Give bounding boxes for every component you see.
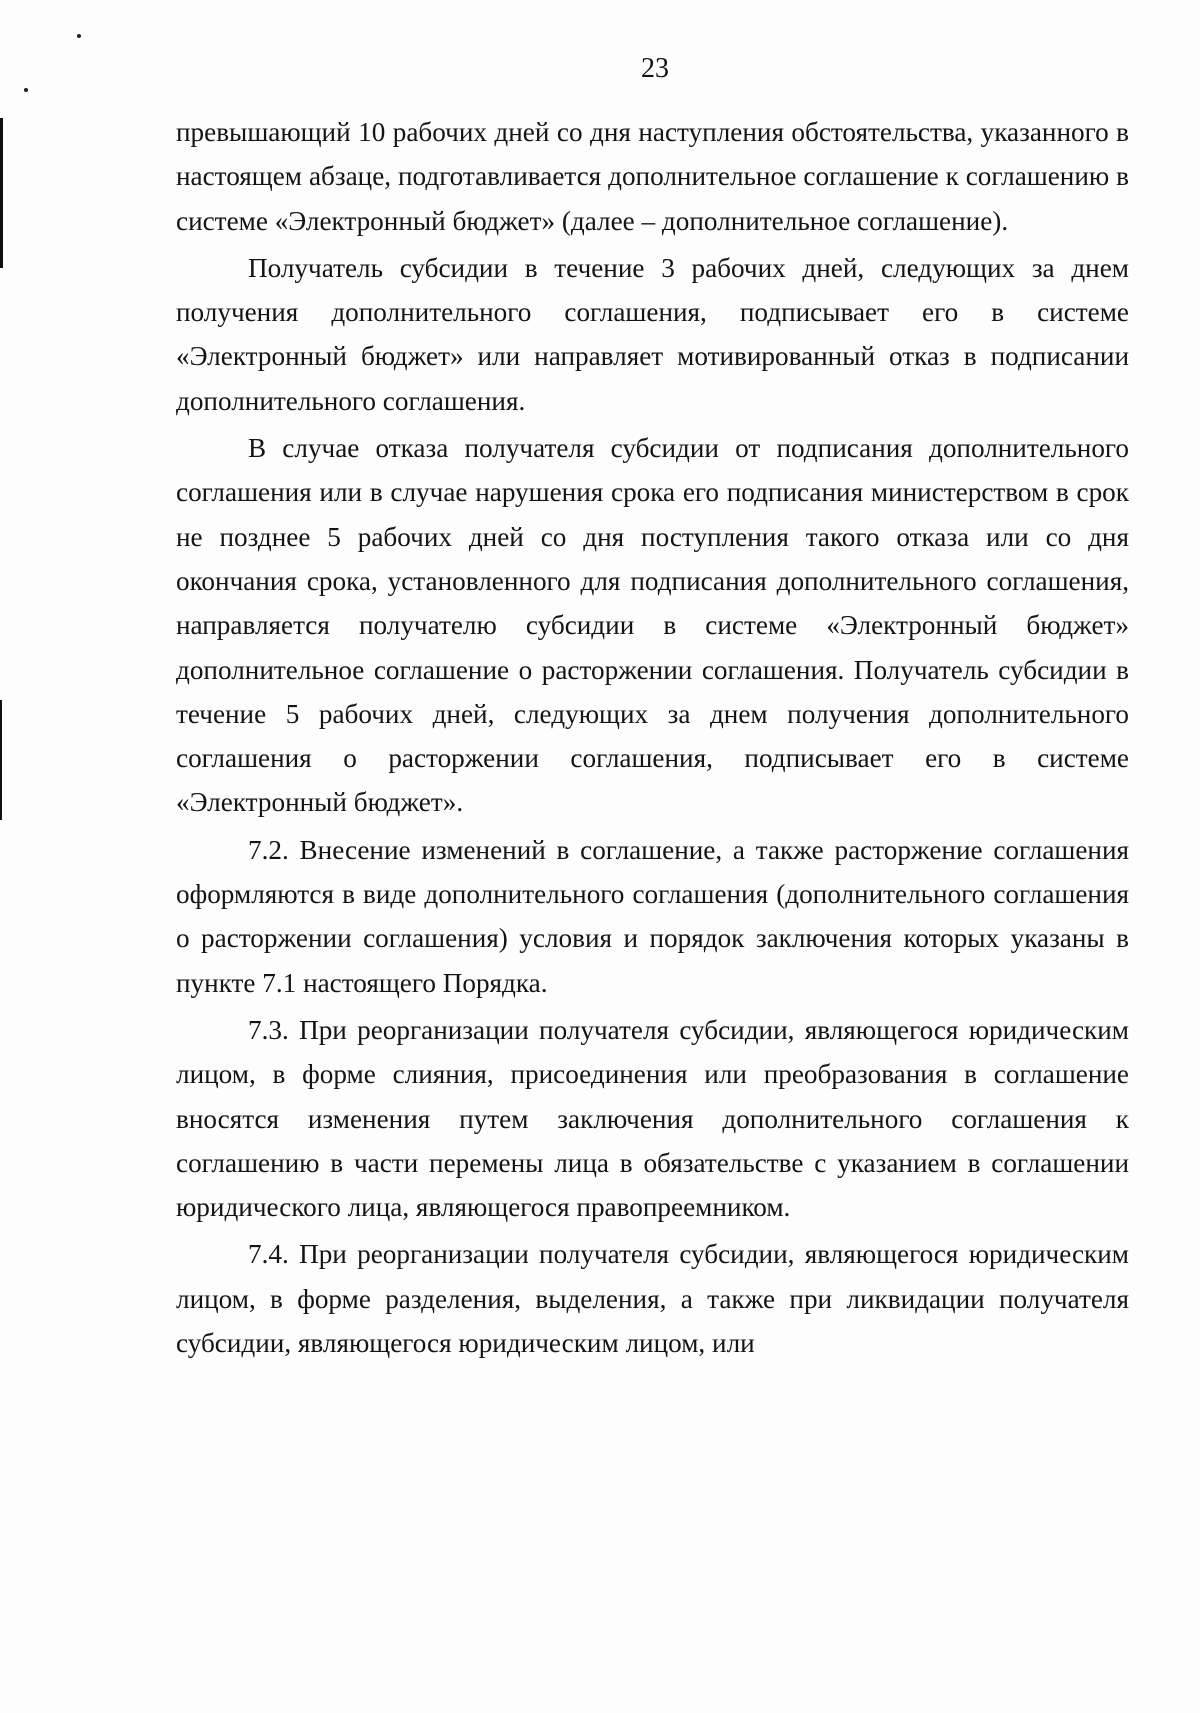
scan-edge-line	[0, 118, 3, 268]
paragraph-recipient-signs: Получатель субсидии в течение 3 рабочих дней, следующих за днем получения дополнительного соглашения, подписывает его в системе «Электронный бюджет» или направляет мотивированный отказ в подписании дополнительного соглашения.	[176, 252, 1129, 416]
scan-speck	[24, 88, 28, 92]
paragraph-refusal-case: В случае отказа получателя субсидии от подписания дополнительного соглашения или в случае нарушения срока его подписания министерством в срок не позднее 5 рабочих дней со дня поступления такого отказа или со дня окончания срока, установленного для подписания дополнительного соглашения, направляется получателю субсидии в системе «Электронный бюджет» дополнительное соглашение о расторжении соглашения. Получатель субсидии в течение 5 рабочих дней, следующих за днем получения дополнительного соглашения о расторжении соглашения, подписывает его в системе «Электронный бюджет».	[176, 433, 1129, 818]
paragraph-item-7-4: 7.4. При реорганизации получателя субсидии, являющегося юридическим лицом, в форме разделения, выделения, а также при ликвидации получателя субсидии, являющегося юридическим лицом, или	[176, 1239, 1129, 1359]
scan-speck	[77, 34, 81, 38]
paragraph-item-7-2: 7.2. Внесение изменений в соглашение, а также расторжение соглашения оформляются в виде дополнительного соглашения (дополнительного соглашения о расторжении соглашения) условия и порядок заключения которых указаны в пункте 7.1 настоящего Порядка.	[176, 834, 1129, 998]
page-number: 23	[641, 53, 669, 84]
paragraph-continuation: превышающий 10 рабочих дней со дня наступления обстоятельства, указанного в настоящем абзаце, подготавливается дополнительное соглашение к соглашению в системе «Электронный бюджет» (далее – дополнительное соглашение).	[176, 117, 1129, 236]
paragraph-item-7-3: 7.3. При реорганизации получателя субсидии, являющегося юридическим лицом, в форме слияния, присоединения или преобразования в соглашение вносятся изменения путем заключения дополнительного соглашения к соглашению в части перемены лица в обязательстве с указанием в соглашении юридического лица, являющегося правопреемником.	[176, 1014, 1129, 1223]
scan-edge-line	[0, 700, 2, 820]
document-body	[176, 110, 1129, 1368]
